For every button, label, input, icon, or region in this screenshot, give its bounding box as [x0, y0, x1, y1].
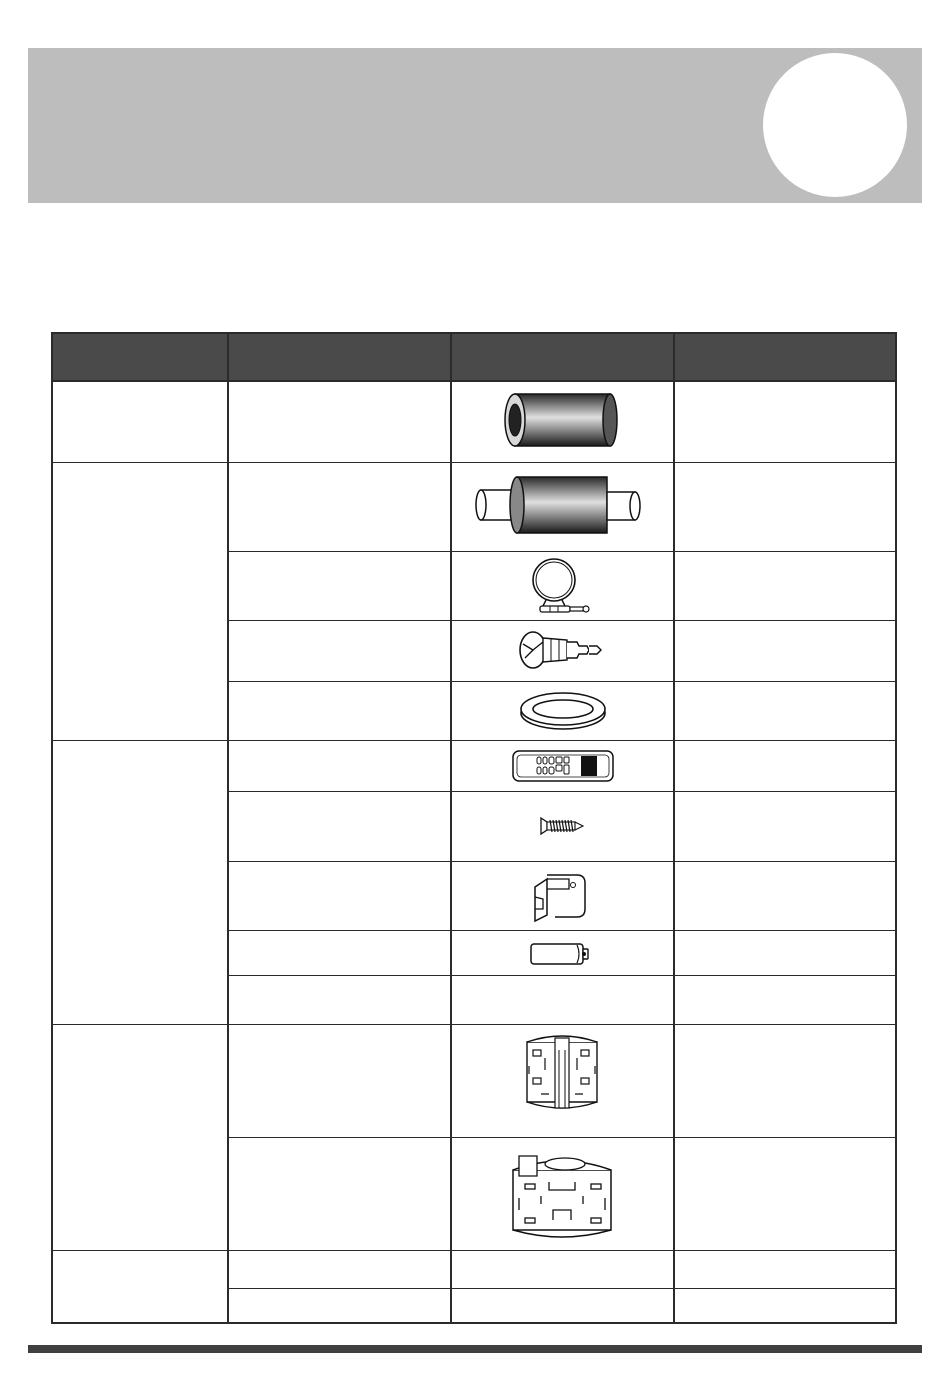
- column-divider: [673, 380, 675, 1324]
- item-name: [230, 1251, 450, 1288]
- item-name: [230, 463, 450, 551]
- battery-icon: [527, 938, 593, 970]
- item-name: [230, 792, 450, 861]
- seal-ring-icon: [517, 689, 609, 733]
- drain-joint-icon: [517, 626, 609, 674]
- banner-circle-badge: [763, 53, 907, 197]
- item-name: [230, 976, 450, 1024]
- item-name: [230, 1138, 450, 1250]
- item-quantity: [676, 1025, 895, 1137]
- item-quantity: [676, 1138, 895, 1250]
- column-header-3: [452, 334, 673, 380]
- group-label: [53, 741, 227, 1024]
- column-header-4: [675, 334, 895, 380]
- item-quantity: [676, 976, 895, 1024]
- column-header-1: [53, 334, 227, 380]
- item-name: [230, 741, 450, 791]
- drain-connector-pipe-icon: [473, 471, 649, 539]
- large-magnetic-ring-icon: [505, 1146, 619, 1244]
- item-quantity: [676, 463, 895, 551]
- column-header-2: [229, 334, 450, 380]
- small-magnetic-ring-icon: [521, 1028, 603, 1114]
- item-quantity: [676, 1289, 895, 1324]
- table-header: [53, 334, 895, 382]
- remote-holder-icon: [529, 869, 595, 925]
- remote-control-icon: [511, 748, 615, 784]
- foam-sleeve-icon: [502, 390, 622, 450]
- group-label: [53, 463, 227, 740]
- group-label: [53, 1251, 227, 1324]
- accessories-table: [51, 332, 897, 1324]
- column-divider: [227, 380, 229, 1324]
- group-label: [53, 380, 227, 462]
- group-label: [53, 1025, 227, 1250]
- column-divider: [450, 380, 452, 1324]
- item-name: [230, 621, 450, 681]
- item-name: [230, 862, 450, 930]
- mounting-screw-icon: [537, 812, 589, 840]
- item-quantity: [676, 1251, 895, 1288]
- item-name: [230, 552, 450, 620]
- item-quantity: [676, 552, 895, 620]
- item-quantity: [676, 862, 895, 930]
- footer-bar: [28, 1345, 922, 1353]
- item-quantity: [676, 741, 895, 791]
- item-quantity: [676, 682, 895, 740]
- item-quantity: [676, 931, 895, 975]
- hose-clamp-icon: [526, 556, 598, 618]
- item-name: [230, 931, 450, 975]
- item-quantity: [676, 621, 895, 681]
- item-quantity: [676, 792, 895, 861]
- item-name: [230, 380, 450, 462]
- item-name: [230, 682, 450, 740]
- item-name: [230, 1289, 450, 1324]
- item-quantity: [676, 380, 895, 462]
- item-name: [230, 1025, 450, 1137]
